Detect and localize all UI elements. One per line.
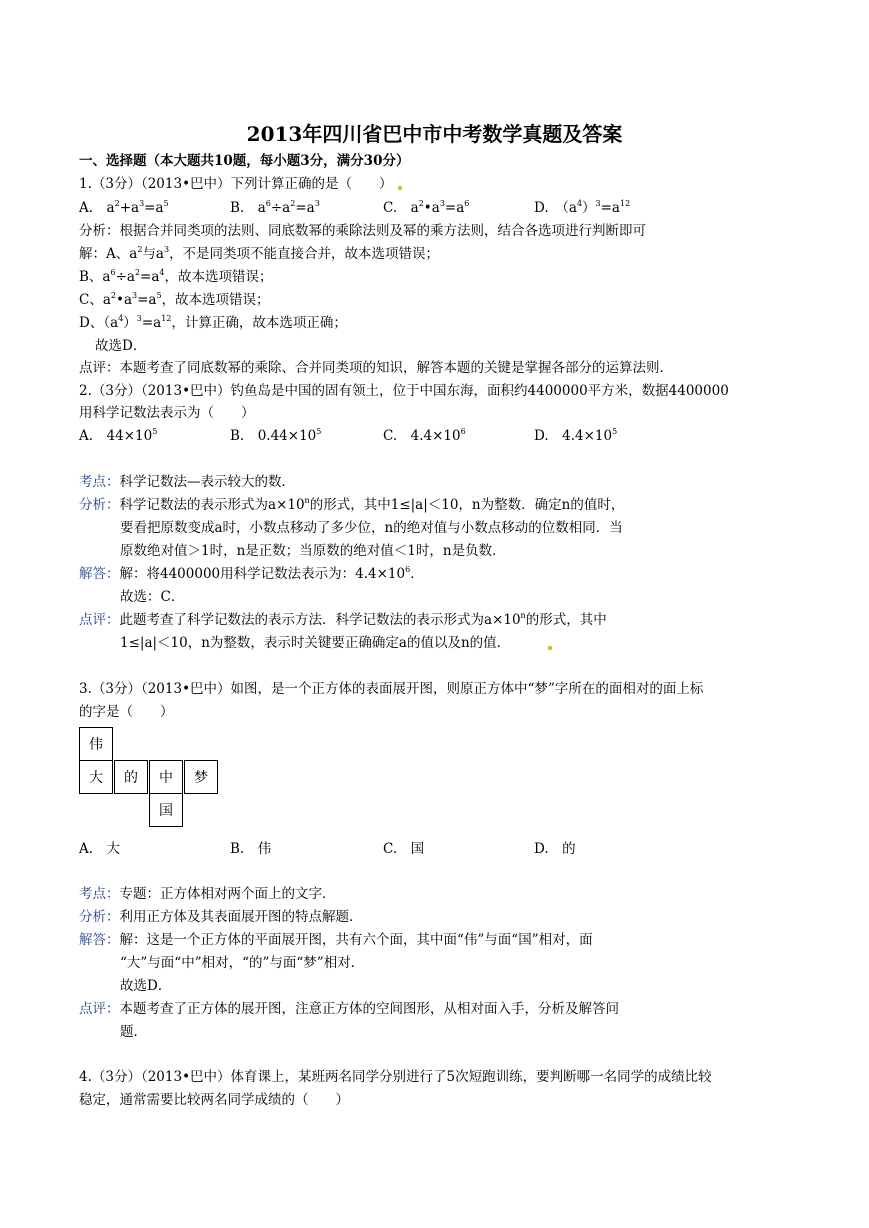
q4-stem-cont: 稳定，通常需要比较两名同学成绩的（ ） bbox=[79, 1092, 349, 1108]
sol-text: B、a bbox=[79, 269, 111, 285]
q2-option-b[interactable] bbox=[230, 427, 321, 445]
q1-d-text: =a bbox=[600, 200, 620, 216]
q2-option-d[interactable] bbox=[534, 427, 617, 445]
net-face-wei: 伟 bbox=[79, 727, 113, 761]
exponent: 4 bbox=[118, 314, 124, 323]
q2-stem: 2.（3分）（2013•巴中）钓鱼岛是中国的固有领土，位于中国东海，面积约4400000平方米，数据4400000 bbox=[79, 383, 729, 399]
exponent: 12 bbox=[620, 199, 631, 208]
exponent: 6 bbox=[265, 199, 271, 208]
exponent: 4 bbox=[159, 268, 165, 277]
fenxi-text: 利用正方体及其表面展开图的特点解题． bbox=[119, 909, 363, 925]
q1-b-text: =a bbox=[295, 200, 315, 216]
q2-c-text: C. 4.4×10 bbox=[383, 428, 461, 444]
cube-net-figure bbox=[79, 727, 219, 831]
exponent: 5 bbox=[152, 427, 158, 436]
jieda-label: 解答： bbox=[79, 932, 120, 948]
exponent: 6 bbox=[464, 199, 470, 208]
exponent: 5 bbox=[316, 427, 322, 436]
q1-option-b[interactable] bbox=[230, 199, 320, 217]
jieda-text: 解：这是一个正方体的平面展开图，共有六个面，其中面“伟”与面“国”相对，面 bbox=[119, 932, 593, 948]
sol-text: D、（a bbox=[79, 315, 119, 331]
section-heading: 一、选择题（本大题共10题，每小题3分，满分30分） bbox=[79, 153, 410, 169]
q1-solution-d bbox=[79, 314, 347, 332]
jieda-label: 解答： bbox=[79, 566, 120, 582]
q3-stem-cont: 的字是（ ） bbox=[79, 704, 174, 720]
q1-solution-c bbox=[79, 291, 270, 309]
exponent: 3 bbox=[136, 314, 142, 323]
fenxi-label: 分析： bbox=[79, 909, 120, 925]
net-face-meng: 梦 bbox=[184, 760, 218, 794]
q2-kaodian bbox=[79, 473, 295, 491]
dianping-text: 此题考查了科学记数法的表示方法．科学记数法的表示形式为a×10 bbox=[119, 612, 521, 628]
q1-solution-b bbox=[79, 268, 273, 286]
exponent: n bbox=[520, 611, 526, 620]
q1-a-text: =a bbox=[144, 200, 164, 216]
q1-analysis: 分析：根据合并同类项的法则、同底数幂的乘除法则及幂的乘方法则，结合各选项进行判断即可 bbox=[79, 223, 646, 239]
sol-text: ，故本选项错误； bbox=[161, 292, 270, 308]
q2-stem-cont: 用科学记数法表示为（ ） bbox=[79, 405, 255, 421]
fenxi-label: 分析： bbox=[79, 497, 120, 513]
exponent: 2 bbox=[290, 199, 296, 208]
q2-fenxi bbox=[79, 496, 624, 514]
q3-option-b[interactable]: B. 伟 bbox=[230, 841, 272, 857]
q3-dianping-line2: 题． bbox=[120, 1024, 147, 1040]
exponent: 6 bbox=[405, 565, 411, 574]
q1-option-a[interactable] bbox=[79, 199, 169, 217]
net-face-guo: 国 bbox=[149, 793, 183, 827]
scan-mark bbox=[398, 186, 402, 190]
q2-dianping bbox=[79, 611, 607, 629]
dianping-label: 点评： bbox=[79, 612, 120, 628]
q2-dianping-line2: 1≤|a|＜10，n为整数，表示时关键要正确确定a的值以及n的值． bbox=[120, 635, 511, 651]
q1-d-text: ） bbox=[582, 200, 596, 216]
q4-stem: 4.（3分）（2013•巴中）体育课上，某班两名同学分别进行了5次短跑训练，要判断哪一名同学的成绩比较 bbox=[79, 1069, 712, 1085]
q1-d-text: D. （a bbox=[534, 200, 577, 216]
sol-text: =a bbox=[137, 292, 157, 308]
dianping-label: 点评： bbox=[79, 1001, 120, 1017]
exponent: 2 bbox=[110, 291, 116, 300]
q3-fenxi bbox=[79, 908, 363, 926]
q2-jieda bbox=[79, 565, 424, 583]
jieda-text: 解：将4400000用科学记数法表示为：4.4×10 bbox=[119, 566, 406, 582]
kaodian-label: 考点： bbox=[79, 886, 120, 902]
net-face-zhong: 中 bbox=[149, 760, 183, 794]
kaodian-text: 科学记数法—表示较大的数． bbox=[119, 474, 295, 490]
kaodian-text: 专题：正方体相对两个面上的文字． bbox=[119, 886, 336, 902]
fenxi-text: 科学记数法的表示形式为a×10 bbox=[119, 497, 305, 513]
exponent: 3 bbox=[139, 199, 145, 208]
q3-dianping bbox=[79, 1000, 619, 1018]
exponent: 5 bbox=[612, 427, 618, 436]
exponent: 3 bbox=[439, 199, 445, 208]
exponent: 2 bbox=[137, 245, 143, 254]
sol-text: •a bbox=[115, 292, 132, 308]
q1-a-text: A. a bbox=[79, 200, 115, 216]
exponent: 2 bbox=[114, 199, 120, 208]
dianping-text: 本题考查了正方体的展开图，注意正方体的空间图形，从相对面入手，分析及解答问 bbox=[119, 1001, 619, 1017]
q1-a-text: +a bbox=[119, 200, 140, 216]
exponent: 5 bbox=[156, 291, 162, 300]
q3-jieda bbox=[79, 931, 593, 949]
q1-c-text: =a bbox=[444, 200, 465, 216]
dianping-text: 的形式，其中 bbox=[525, 612, 607, 628]
q3-option-d[interactable]: D. 的 bbox=[534, 841, 576, 857]
q2-fenxi-line2: 要看把原数变成a时，小数点移动了多少位，n的绝对值与小数点移动的位数相同．当 bbox=[120, 520, 623, 536]
exponent: 3 bbox=[163, 245, 170, 254]
q2-a-text: A. 44×10 bbox=[79, 428, 153, 444]
q1-choose: 故选D． bbox=[95, 338, 147, 354]
sol-text: ，不是同类项不能直接合并，故本选项错误； bbox=[169, 246, 440, 262]
q1-b-text: ÷a bbox=[270, 200, 291, 216]
exponent: 6 bbox=[460, 427, 466, 436]
q1-c-text: •a bbox=[423, 200, 440, 216]
fenxi-text: 的形式，其中1≤|a|＜10，n为整数．确定n的值时， bbox=[309, 497, 625, 513]
q1-solution-a bbox=[79, 245, 439, 263]
q2-fenxi-line3: 原数绝对值＞1时，n是正数；当原数的绝对值＜1时，n是负数． bbox=[120, 543, 506, 559]
jieda-text: ． bbox=[410, 566, 424, 582]
sol-text: =a bbox=[141, 315, 162, 331]
sol-text: ÷a bbox=[115, 269, 135, 285]
q2-option-c[interactable] bbox=[383, 427, 466, 445]
q2-b-text: B. 0.44×10 bbox=[230, 428, 317, 444]
q1-b-text: B. a bbox=[230, 200, 266, 216]
net-face-de: 的 bbox=[114, 760, 148, 794]
q1-option-c[interactable] bbox=[383, 199, 469, 217]
q3-jieda-line2: “大”与面“中”相对，“的”与面“梦”相对． bbox=[120, 955, 365, 971]
q1-option-d[interactable] bbox=[534, 199, 630, 217]
q2-jieda-line2: 故选：C． bbox=[120, 589, 185, 605]
kaodian-label: 考点： bbox=[79, 474, 120, 490]
exponent: 2 bbox=[418, 199, 424, 208]
sol-text: ，故本选项错误； bbox=[164, 269, 273, 285]
q1-comment: 点评：本题考查了同底数幂的乘除、合并同类项的知识，解答本题的关键是掌握各部分的运算法则． bbox=[79, 360, 673, 376]
q3-stem: 3.（3分）（2013•巴中）如图，是一个正方体的表面展开图，则原正方体中“梦”字所在的面相对的面上标 bbox=[79, 681, 704, 697]
sol-text: 解：A、a bbox=[79, 246, 138, 262]
scan-mark bbox=[548, 646, 552, 650]
page-title: 2013年四川省巴中市中考数学真题及答案 bbox=[246, 122, 623, 146]
exponent: 6 bbox=[110, 268, 116, 277]
exponent: n bbox=[304, 496, 310, 505]
q1-c-text: C. a bbox=[383, 200, 419, 216]
q3-jieda-line3: 故选D． bbox=[120, 978, 172, 994]
q3-kaodian bbox=[79, 885, 336, 903]
q3-option-a[interactable]: A. 大 bbox=[79, 841, 121, 857]
exponent: 3 bbox=[314, 199, 320, 208]
exponent: 2 bbox=[134, 268, 141, 277]
sol-text: C、a bbox=[79, 292, 111, 308]
exponent: 3 bbox=[595, 199, 601, 208]
net-face-da: 大 bbox=[79, 760, 113, 794]
q1-stem: 1.（3分）（2013•巴中）下列计算正确的是（ ） bbox=[79, 176, 393, 192]
q2-d-text: D. 4.4×10 bbox=[534, 428, 613, 444]
exponent: 3 bbox=[132, 291, 138, 300]
exponent: 5 bbox=[163, 199, 169, 208]
exponent: 4 bbox=[576, 199, 583, 208]
exponent: 12 bbox=[161, 314, 172, 323]
q3-option-c[interactable]: C. 国 bbox=[383, 841, 425, 857]
sol-text: 与a bbox=[142, 246, 164, 262]
sol-text: ，计算正确，故本选项正确； bbox=[171, 315, 347, 331]
q2-option-a[interactable] bbox=[79, 427, 157, 445]
sol-text: ） bbox=[123, 315, 137, 331]
sol-text: =a bbox=[140, 269, 160, 285]
